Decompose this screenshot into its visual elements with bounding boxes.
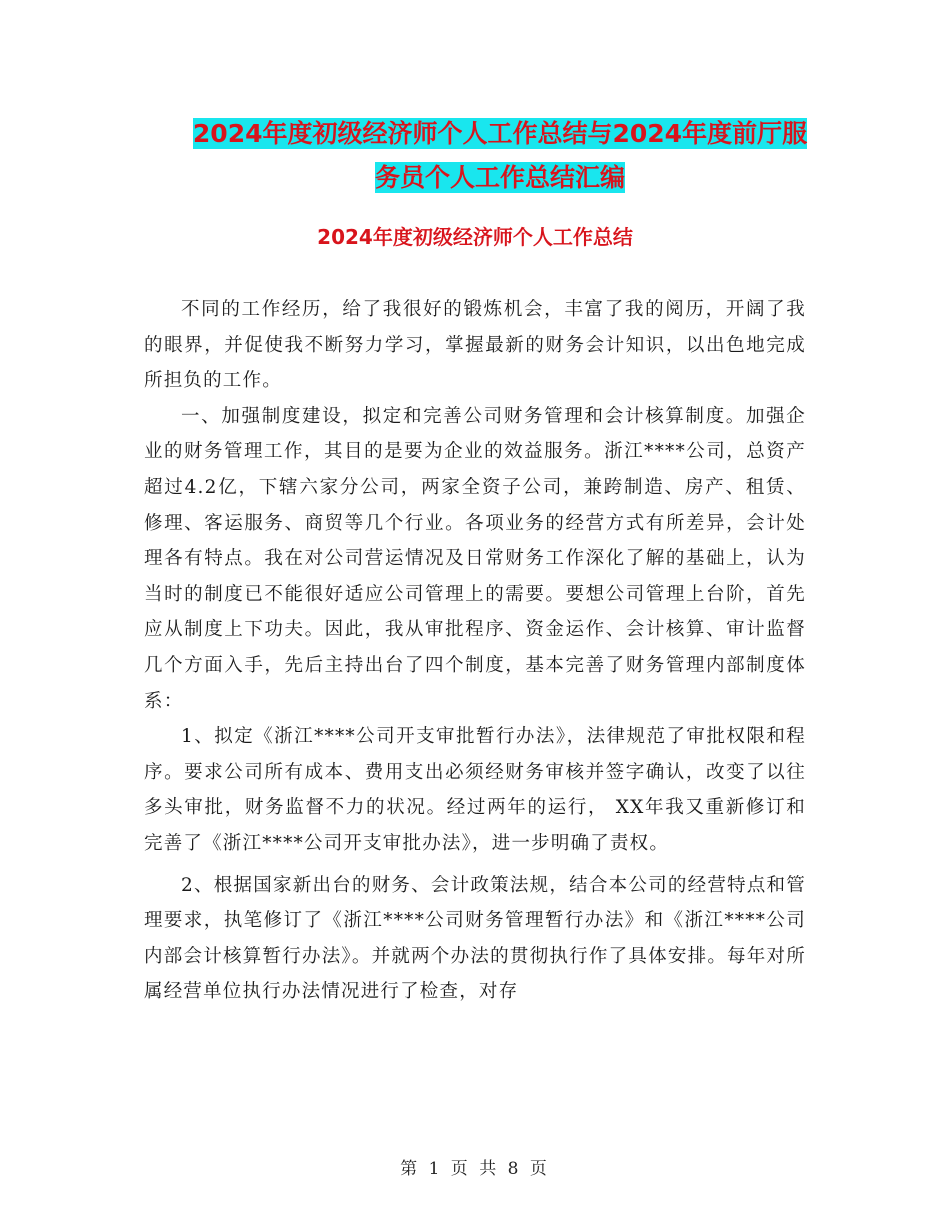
- paragraph-item-1: 1、拟定《浙江****公司开支审批暂行办法》，法律规范了审批权限和程序。要求公司所有成本、费用支出必须经财务审核并签字确认，改变了以往多头审批，财务监督不力的状况。经过两年的运行， XX年我又重新修订和完善了《浙江****公司开支审批办法》，进一步明确了责权。: [144, 726, 806, 854]
- paragraph-section-1: 一、加强制度建设，拟定和完善公司财务管理和会计核算制度。加强企业的财务管理工作，其目的是要为企业的效益服务。浙江****公司，总资产超过4.2亿，下辖六家分公司，两家全资子公司，兼跨制造、房产、租赁、修理、客运服务、商贸等几个行业。各项业务的经营方式有所差异，会计处理各有特点。我在对公司营运情况及日常财务工作深化了解的基础上，认为当时的制度已不能很好适应公司管理上的需要。要想公司管理上台阶，首先应从制度上下功夫。因此，我从审批程序、资金运作、会计核算、审计监督几个方面入手，先后主持出台了四个制度，基本完善了财务管理内部制度体系：: [144, 405, 806, 712]
- section-title: 2024年度初级经济师个人工作总结: [317, 225, 633, 249]
- page-number: 第 1 页 共 8 页: [400, 1159, 550, 1179]
- paragraph-item-2: 2、根据国家新出台的财务、会计政策法规，结合本公司的经营特点和管理要求，执笔修订了《浙江****公司财务管理暂行办法》和《浙江****公司内部会计核算暂行办法》。并就两个办法的贯彻执行作了具体安排。每年对所属经营单位执行办法情况进行了检查，对存: [144, 874, 806, 1003]
- paragraph-intro: 不同的工作经历，给了我很好的锻炼机会，丰富了我的阅历，开阔了我的眼界，并促使我不断努力学习，掌握最新的财务会计知识，以出色地完成所担负的工作。: [144, 299, 806, 392]
- title-line-1: 2024年度初级经济师个人工作总结与2024年度前厅服: [192, 119, 808, 148]
- body-text: [144, 292, 806, 1010]
- document-title: [120, 112, 880, 200]
- title-line-2: 务员个人工作总结汇编: [374, 163, 625, 192]
